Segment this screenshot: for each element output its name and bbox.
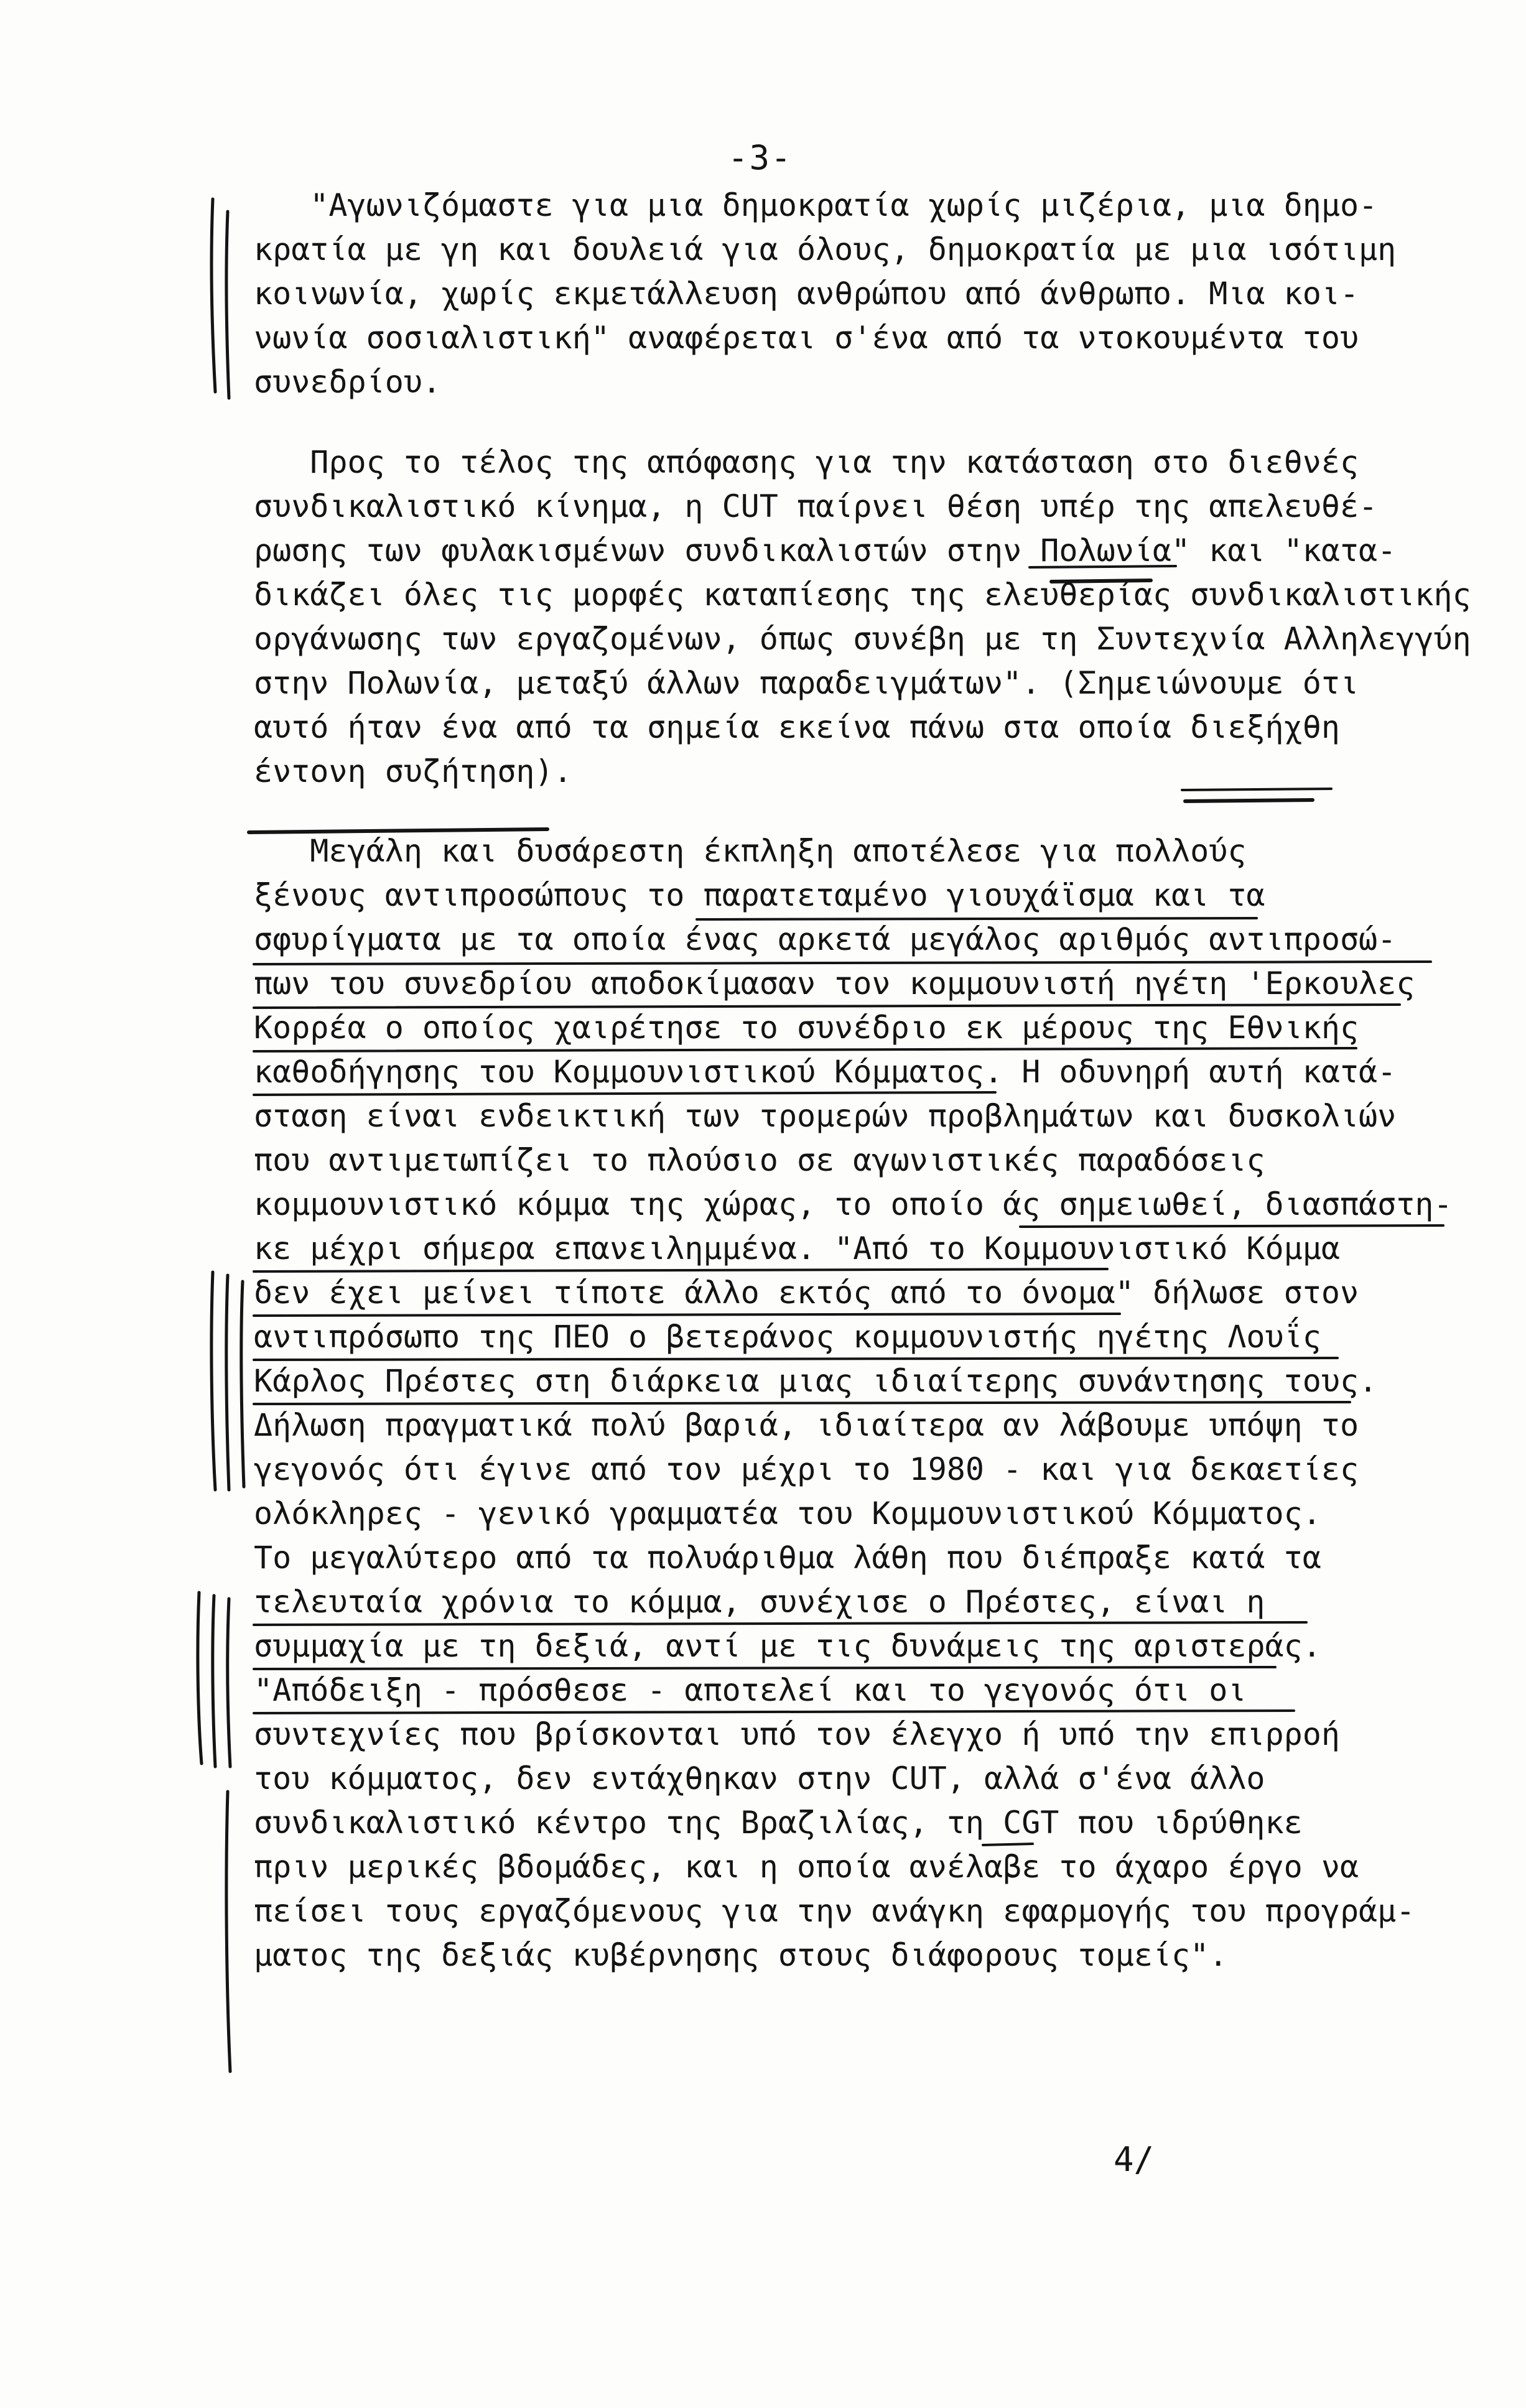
- text-line: "Αγωνιζόμαστε για μια δημοκρατία χωρίς μιζέρια, μια δημο-: [254, 187, 1378, 223]
- continuation-mark: 4/: [1114, 2140, 1155, 2179]
- text-line: τελευταία χρόνια το κόμμα, συνέχισε ο Πρέστες, είναι η: [254, 1584, 1265, 1620]
- text-line: σταση είναι ενδεικτική των τρομερών προβλημάτων και δυσκολιών: [254, 1098, 1397, 1134]
- page-number: -3-: [728, 138, 793, 177]
- text-line: ματος της δεξιάς κυβέρνησης στους διάφορους τομείς".: [254, 1937, 1228, 1973]
- text-line: ξένους αντιπροσώπους το παρατεταμένο γιουχάϊσμα και τα: [254, 877, 1265, 913]
- text-line: κοινωνία, χωρίς εκμετάλλευση ανθρώπου από άνθρωπο. Μια κοι-: [254, 276, 1359, 312]
- text-line: Κάρλος Πρέστες στη διάρκεια μιας ιδιαίτερης συνάντησης τους.: [254, 1363, 1378, 1399]
- text-line: γεγονός ότι έγινε από τον μέχρι το 1980 - και για δεκαετίες: [254, 1451, 1359, 1487]
- text-line: συνδικαλιστικό κίνημα, η CUT παίρνει θέση υπέρ της απελευθέ-: [254, 488, 1378, 524]
- text-line: δεν έχει μείνει τίποτε άλλο εκτός από το όνομα" δήλωσε στον: [254, 1275, 1359, 1311]
- text-line: αντιπρόσωπο της ΠΕΟ ο βετεράνος κομμουνιστής ηγέτης Λουΐς: [254, 1319, 1321, 1355]
- text-line: του κόμματος, δεν εντάχθηκαν στην CUT, αλλά σ'ένα άλλο: [254, 1760, 1265, 1797]
- text-line: Προς το τέλος της απόφασης για την κατάσταση στο διεθνές: [254, 444, 1359, 480]
- text-line: συντεχνίες που βρίσκονται υπό τον έλεγχο ή υπό την επιρροή: [254, 1716, 1340, 1752]
- text-line: "Απόδειξη - πρόσθεσε - αποτελεί και το γεγονός ότι οι: [254, 1672, 1247, 1708]
- text-line: σφυρίγματα με τα οποία ένας αρκετά μεγάλος αριθμός αντιπροσώ-: [254, 921, 1397, 957]
- text-line: συνδικαλιστικό κέντρο της Βραζιλίας, τη CGT που ιδρύθηκε: [254, 1805, 1303, 1841]
- margin-bar: [198, 1592, 230, 1767]
- text-line: πριν μερικές βδομάδες, και η οποία ανέλαβε το άχαρο έργο να: [254, 1849, 1359, 1885]
- text-line: κε μέχρι σήμερα επανειλημμένα. "Από το Κομμουνιστικό Κόμμα: [254, 1230, 1340, 1267]
- text-line: ολόκληρες - γενικό γραμματέα του Κομμουνιστικού Κόμματος.: [254, 1495, 1321, 1532]
- text-line: κομμουνιστικό κόμμα της χώρας, το οποίο άς σημειωθεί, διασπάστη-: [254, 1186, 1453, 1222]
- text-line: συμμαχία με τη δεξιά, αντί με τις δυνάμεις της αριστεράς.: [254, 1628, 1321, 1664]
- text-line: στην Πολωνία, μεταξύ άλλων παραδειγμάτων". (Σημειώνουμε ότι: [254, 665, 1359, 701]
- margin-bar: [226, 1792, 230, 2071]
- text-line: αυτό ήταν ένα από τα σημεία εκείνα πάνω στα οποία διεξήχθη: [254, 709, 1340, 745]
- text-line: Το μεγαλύτερο από τα πολυάριθμα λάθη που διέπραξε κατά τα: [254, 1540, 1321, 1576]
- text-line: οργάνωσης των εργαζομένων, όπως συνέβη με τη Συντεχνία Αλληλεγγύη: [254, 621, 1471, 657]
- text-line: έντονη συζήτηση).: [254, 753, 572, 789]
- text-line: πων του συνεδρίου αποδοκίμασαν τον κομμουνιστή ηγέτη 'Ερκουλες: [254, 965, 1415, 1002]
- text-line: νωνία σοσιαλιστική" αναφέρεται σ'ένα από τα ντοκουμέντα του: [254, 320, 1359, 356]
- text-line: συνεδρίου.: [254, 364, 442, 400]
- text-line: Κορρέα ο οποίος χαιρέτησε το συνέδριο εκ μέρους της Εθνικής: [254, 1010, 1359, 1046]
- text-line: δικάζει όλες τις μορφές καταπίεσης της ελευθερίας συνδικαλιστικής: [254, 577, 1471, 613]
- text-line: κρατία με γη και δουλειά για όλους, δημοκρατία με μια ισότιμη: [254, 231, 1397, 267]
- text-line: καθοδήγησης του Κομμουνιστικού Κόμματος. Η οδυνηρή αυτή κατά-: [254, 1054, 1397, 1090]
- text-line: Δήλωση πραγματικά πολύ βαριά, ιδιαίτερα αν λάβουμε υπόψη το: [254, 1407, 1359, 1443]
- text-line: ρωσης των φυλακισμένων συνδικαλιστών στην Πολωνία" και "κατα-: [254, 532, 1397, 569]
- text-line: πείσει τους εργαζόμενους για την ανάγκη εφαρμογής του προγράμ-: [254, 1893, 1415, 1929]
- margin-bar: [212, 1272, 244, 1490]
- text-line: που αντιμετωπίζει το πλούσιο σε αγωνιστικές παραδόσεις: [254, 1142, 1265, 1178]
- margin-bar: [212, 199, 229, 398]
- text-line: Μεγάλη και δυσάρεστη έκπληξη αποτέλεσε για πολλούς: [254, 833, 1247, 869]
